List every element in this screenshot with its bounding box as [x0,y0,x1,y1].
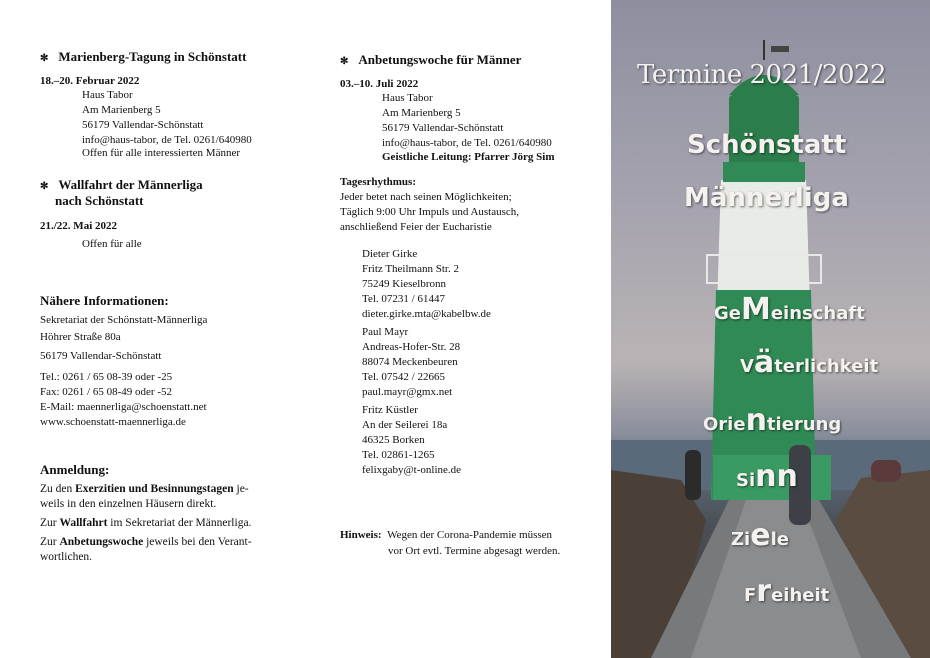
contact-phone: Tel. 07542 / 22665 [362,371,445,383]
contact-city: 88074 Meckenbeuren [362,356,458,368]
event2-heading: ✻ Wallfahrt der Männerliga [40,177,203,192]
tages-line: anschließend Feier der Eucharistie [340,221,492,233]
contact-email[interactable]: felixgaby@t-online.de [362,464,462,476]
contact-email[interactable]: dieter.girke.mta@kabelbw.de [362,308,491,320]
info-line: Tel.: 0261 / 65 08-39 oder -25 [40,371,173,383]
anmeldung-heading: Anmeldung: [40,462,110,477]
contact-phone: Tel. 02861-1265 [362,449,435,461]
word-freiheit: Freiheit [744,574,830,609]
tages-line: Täglich 9:00 Uhr Impuls und Austausch, [340,206,520,218]
contact-city: 46325 Borken [362,434,425,446]
word-vaeterlichkeit: Väterlichkeit [740,345,879,380]
contact-street: An der Seilerei 18a [362,419,448,431]
contact-email[interactable]: paul.mayr@gmx.net [362,386,453,398]
asterisk-icon: ✻ [40,53,49,64]
event1-note: Offen für alle interessierten Männer [82,147,241,159]
info-line: Fax: 0261 / 65 08-49 oder -52 [40,386,172,398]
website-link[interactable]: www.schoenstatt-maennerliga.de [40,416,186,428]
event3-heading: ✻ Anbetungswoche für Männer [340,52,522,67]
hinweis-label: Hinweis: [340,529,382,541]
contact-phone: Tel. 07231 / 61447 [362,293,445,305]
lighthouse-photo [611,0,930,658]
info-line: Höhrer Straße 80a [40,331,121,343]
event1-address [40,88,252,148]
hinweis-line1: Wegen der Corona-Pandemie müssen [387,529,553,541]
address-line: info@haus-tabor, de Tel. 0261/640980 [82,134,252,146]
contact-street: Fritz Theilmann Str. 2 [362,263,459,275]
address-line: Haus Tabor [382,92,433,104]
people-sitting [871,460,901,482]
anmeldung-p3: Zur Anbetungswoche jeweils bei den Verant- [40,536,252,548]
anmeldung-p1-line2: weils in den einzelnen Häusern direkt. [40,498,217,510]
address-line: Am Marienberg 5 [382,107,461,119]
anmeldung-text [40,482,252,565]
cover-maennerliga: Männerliga [684,183,849,213]
contact-kuestler [340,403,461,478]
tages-line: Jeder betet nach seinen Möglichkeiten; [340,191,512,203]
contact-name: Fritz Küstler [362,404,418,416]
word-gemeinschaft: GeMeinschaft [714,292,865,327]
anmeldung-p2: Zur Wallfahrt im Sekretariat der Männerliga. [40,517,252,529]
anmeldung-p3-line2: wortlichen. [40,551,93,563]
event2-note: Offen für alle [82,238,142,250]
asterisk-icon: ✻ [340,56,349,67]
event3-address [340,91,552,151]
address-line: info@haus-tabor, de Tel. 0261/640980 [382,137,552,149]
word-ziele: Ziele [731,518,789,553]
address-line: 56179 Vallendar-Schönstatt [82,119,204,131]
contact-mayr [340,325,460,400]
address-line: Haus Tabor [82,89,133,101]
lighthouse-gallery [723,162,805,182]
tagesrhythmus-heading: Tagesrhythmus: [340,176,416,188]
asterisk-icon: ✻ [40,181,49,192]
info-heading: Nähere Informationen: [40,293,169,308]
event1-date: 18.–20. Februar 2022 [40,75,140,87]
person-silhouette [685,450,701,500]
contact-city: 75249 Kieselbronn [362,278,447,290]
event2-heading-line2: nach Schönstatt [55,193,144,208]
address-line: Am Marienberg 5 [82,104,161,116]
hinweis-line2: vor Ort evtl. Termine abgesagt werden. [388,545,561,557]
anmeldung-p1: Zu den Exerzitien und Besinnungstagen je- [40,483,249,495]
contact-name: Dieter Girke [362,248,418,260]
cover-title: Termine 2021/2022 [637,60,887,90]
contact-girke [340,247,491,322]
event2-date: 21./22. Mai 2022 [40,220,117,232]
info-line: 56179 Vallendar-Schönstatt [40,350,162,362]
tagesrhythmus-text [340,190,519,235]
info-block [40,313,207,430]
word-orientierung: Orientierung [703,403,842,438]
event3-leitung: Geistliche Leitung: Pfarrer Jörg Sim [382,151,555,163]
email-line[interactable]: E-Mail: maennerliga@schoenstatt.net [40,401,207,413]
address-line: 56179 Vallendar-Schönstatt [382,122,504,134]
cover-panel [611,0,930,658]
cover-schoenstatt: Schönstatt [687,130,847,160]
word-sinn: Sinn [736,459,798,494]
contact-name: Paul Mayr [362,326,409,338]
event1-heading: ✻ Marienberg-Tagung in Schönstatt [40,49,247,64]
hinweis [340,528,552,543]
weather-vane-flag [771,46,789,52]
contact-street: Andreas-Hofer-Str. 28 [362,341,461,353]
info-line: Sekretariat der Schönstatt-Männerliga [40,314,208,326]
event3-date: 03.–10. Juli 2022 [340,78,419,90]
